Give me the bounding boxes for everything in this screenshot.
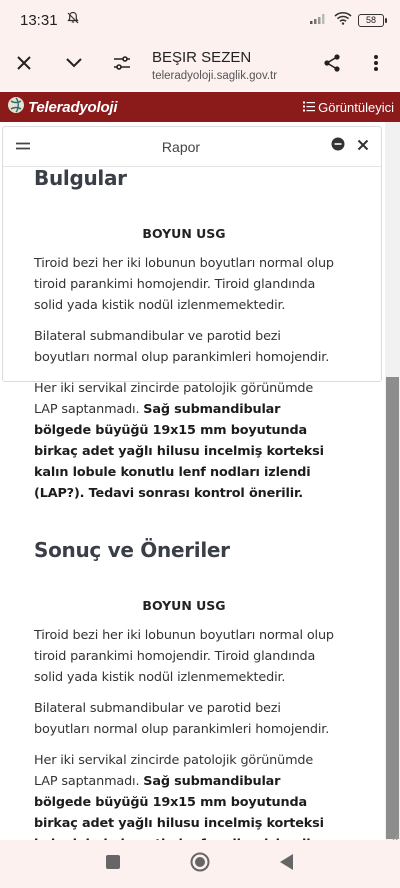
close-tab-button[interactable] bbox=[2, 43, 46, 87]
site-settings-icon bbox=[113, 55, 131, 76]
home-button[interactable] bbox=[180, 844, 220, 884]
report-section-conclusions bbox=[34, 538, 334, 876]
report-bold-text: Sağ submandibular bölgede büyüğü 19x15 mm boyutunda birkaç adet yağlı hilusu incelmiş korteksi bbox=[34, 774, 324, 831]
site-settings-button[interactable] bbox=[100, 43, 144, 87]
recents-button[interactable] bbox=[93, 844, 133, 884]
resize-grip-icon[interactable] bbox=[390, 828, 400, 838]
do-not-disturb-bell-icon bbox=[66, 11, 80, 30]
viewer-link[interactable] bbox=[303, 100, 394, 115]
menu-icon[interactable] bbox=[15, 138, 31, 156]
page-url: teleradyoloji.saglik.gov.tr bbox=[152, 69, 278, 82]
browser-toolbar bbox=[0, 40, 400, 90]
report-content bbox=[34, 166, 334, 886]
scrollbar-thumb[interactable] bbox=[386, 377, 399, 839]
share-button[interactable] bbox=[310, 43, 354, 87]
minimize-tab-button[interactable] bbox=[52, 43, 96, 87]
share-icon bbox=[322, 53, 342, 78]
more-options-button[interactable] bbox=[354, 43, 398, 87]
report-bold-text: Sağ submandibular bölgede büyüğü 19x15 mm boyutunda birkaç adet yağlı hilusu incelmiş korteksi kalın lobule konutlu lenf nodları izlendi (LAP?). Tedavi sonrası kontrol önerilir. bbox=[34, 402, 324, 501]
site-header bbox=[0, 92, 400, 122]
section-title: Sonuç ve Öneriler bbox=[34, 538, 230, 562]
panel-header bbox=[3, 127, 381, 167]
close-icon[interactable] bbox=[357, 138, 369, 156]
page-info[interactable] bbox=[152, 49, 277, 82]
list-icon bbox=[303, 100, 315, 115]
page-title: BEŞIR SEZEN bbox=[152, 48, 252, 66]
logo-icon bbox=[6, 95, 26, 120]
minimize-circle-icon[interactable] bbox=[331, 137, 345, 156]
signal-icon bbox=[310, 11, 328, 29]
status-time: 13:31 bbox=[20, 11, 58, 29]
report-paragraph: Bilateral submandibular ve parotid bezi boyutları normal olup parankimleri homojendir. bbox=[34, 701, 330, 737]
status-bar bbox=[0, 0, 400, 40]
back-button[interactable] bbox=[267, 844, 307, 884]
panel-title: Rapor bbox=[161, 138, 201, 155]
home-circle-icon bbox=[190, 852, 210, 877]
wifi-icon bbox=[334, 11, 352, 30]
system-nav-bar bbox=[0, 840, 400, 888]
section-title: Bulgular bbox=[34, 166, 127, 190]
report-heading: BOYUN USG bbox=[142, 598, 226, 613]
report-text: Her iki servikal zincirde patolojik görünümde LAP saptanmadı. bbox=[34, 753, 314, 789]
report-paragraph: Tiroid bezi her iki lobunun boyutları normal olup tiroid parankimi homojendir. Tiroid glandında solid yada kistik nodül izlenmemektedir. bbox=[34, 256, 334, 313]
more-vert-icon bbox=[373, 54, 379, 77]
logo-text: Teleradyoloji bbox=[28, 98, 118, 116]
site-logo[interactable] bbox=[6, 95, 117, 120]
report-paragraph bbox=[34, 378, 334, 504]
back-triangle-icon bbox=[280, 854, 294, 875]
report-paragraph: Bilateral submandibular ve parotid bezi boyutları normal olup parankimleri homojendir. bbox=[34, 329, 330, 365]
chevron-down-icon bbox=[65, 56, 83, 74]
recents-square-icon bbox=[106, 855, 120, 874]
viewer-label: Görüntüleyici bbox=[318, 99, 394, 115]
battery-icon: 58 bbox=[358, 14, 384, 27]
report-heading: BOYUN USG bbox=[142, 226, 226, 241]
report-section-findings bbox=[34, 166, 334, 504]
report-text: Her iki servikal zincirde patolojik görünümde LAP saptanmadı. bbox=[34, 381, 314, 417]
report-paragraph: Tiroid bezi her iki lobunun boyutları normal olup tiroid parankimi homojendir. Tiroid glandında solid yada kistik nodül izlenmemektedir. bbox=[34, 628, 334, 685]
close-icon bbox=[16, 55, 32, 76]
